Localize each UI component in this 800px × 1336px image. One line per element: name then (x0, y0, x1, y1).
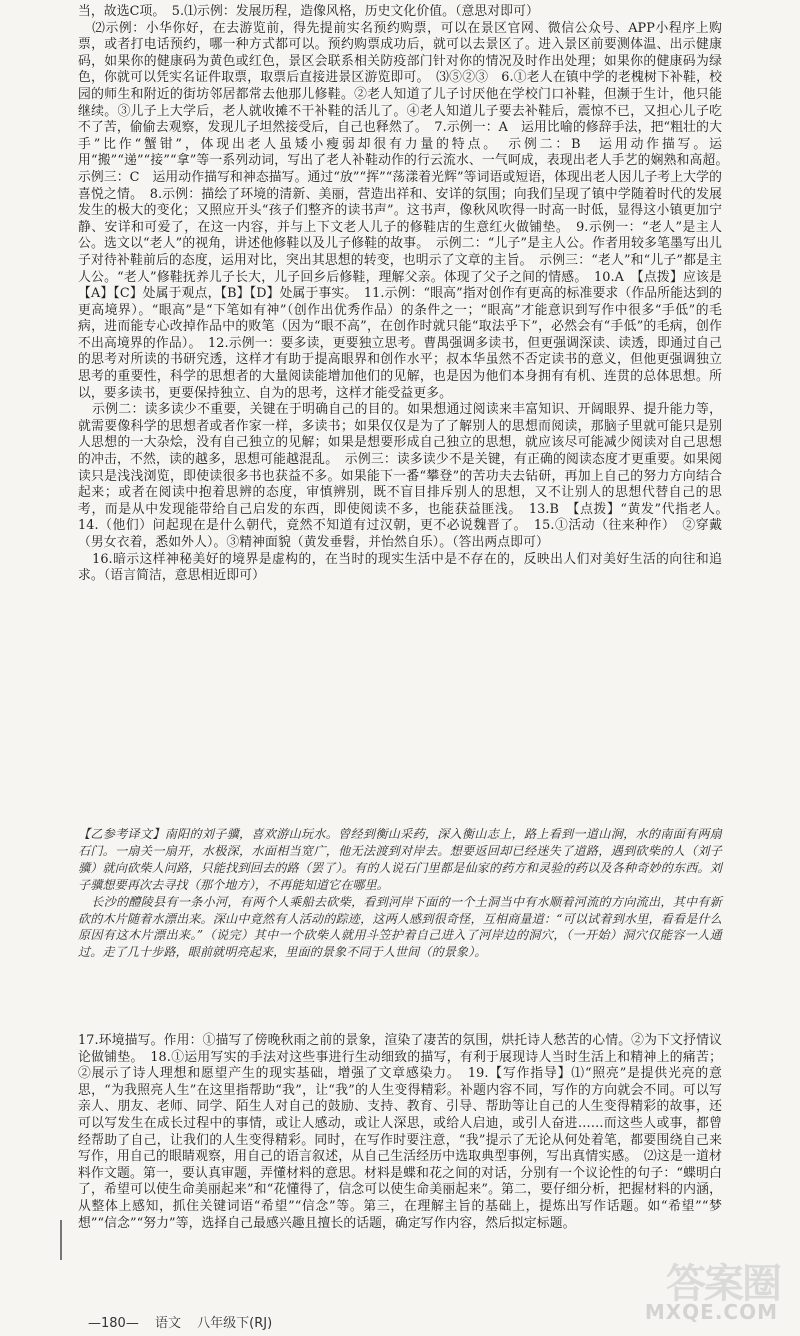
translation-paragraph: 长沙的醴陵县有一条小河，有两个人乘船去砍柴，看到河岸下面的一个土洞当中有水顺着河流的方向流出，其中有新砍的木片随着水漂出来。深山中竟然有人活动的踪迹，这两人感到很奇怪，互相商量道：“可以试着到水里，看看是什么原因有这木片漂出来。”（说完）其中一个砍柴人就用斗笠护着自己进入了河岸边的洞穴，（一开始）洞穴仅能容一人通过。走了几十步路，眼前就明亮起来，里面的景象不同于人世间（的景象）。 (78, 894, 722, 960)
page-number: —180— (88, 1316, 139, 1331)
answers-block-1 (78, 4, 735, 585)
binding-mark (60, 1220, 62, 1260)
watermark-url: MXQE.COM (644, 1300, 778, 1324)
answers-block-2 (78, 1033, 722, 1232)
answer-paragraph: 16.暗示这样神秘美好的境界是虚构的，在当时的现实生活中是不存在的，反映出人们对美好生活的向往和追求。（语言简洁，意思相近即可） (78, 551, 722, 584)
translation-block (78, 826, 722, 961)
watermark-logo (640, 1250, 790, 1330)
grade-label: 八年级下(RJ) (197, 1316, 273, 1331)
answer-paragraph: 当，故选C项。 5.⑴示例：发展历程，造像风格，历史文化价值。（意思对即可） (78, 4, 539, 19)
page-footer (88, 1312, 284, 1331)
answer-paragraph: ⑵示例：小华你好，在去游览前，得先提前实名预约购票，可以在景区官网、微信公众号、APP小程序上购票，或者打电话预约，哪一种方式都可以。预约购票成功后，就可以去景区了。进入景区前要测体温、出示健康码，如果你的健康码为黄色或红色，景区会联系相关防疫部门针对你的情况及时作出处理；如果你的健康码为绿色，你就可以凭实名证件取票，取票后直接进景区游览即可。 ⑶⑤②③ 6.①老人在镇中学的老槐树下补鞋，校园的师生和附近的街坊邻居都常去他那儿修鞋。②老人知道了儿子讨厌他在学校门口补鞋，但濒于生计，他只能继续。③儿子上大学后，老人就收摊不干补鞋的活儿了。④老人知道儿子要去补鞋后，震惊不已，又担心儿子吃不了苦，偷偷去观察，发现儿子坦然接受后，自己也释然了。 7.示例一：A 运用比喻的修辞手法，把“粗壮的大手”比作“蟹钳”，体现出老人虽矮小瘦弱却很有力量的特点。 示例二：B 运用动作描写。运用“搬”“递”“接”“拿”等一系列动词，写出了老人补鞋动作的行云流水、一气呵成，表现出老人手艺的娴熟和高超。 示例三：C 运用动作描写和神态描写。通过“放”“挥”“荡漾着光辉”等词语或短语，体现出老人因儿子考上大学的喜悦之情。 8.示例：描绘了环境的清新、美丽，营造出祥和、安详的氛围；向我们呈现了镇中学随着时代的发展发生的极大的变化；又照应开头“孩子们整齐的读书声”。这书声，像秋风吹得一时高一时低，显得这小镇更加宁静、安详和可爱了，在这一内容，并与上下文老人儿子的修鞋店的生意红火做铺垫。 9.示例一：“老人”是主人公。选文以“老人”的视角，讲述他修鞋以及儿子修鞋的故事。 示例二：“儿子”是主人公。作者用较多笔墨写出儿子对待补鞋前后的态度，运用对比，突出其思想的转变，也明示了文章的主旨。 示例三：“老人”和“儿子”都是主人公。“老人”修鞋抚养儿子长大，儿子回乡后修鞋，理解父亲。体现了父子之间的情感。 10.A 【点拨】应该是【A】【C】处属于观点，【B】【D】处属于事实。 11.示例：“眼高”指对创作有更高的标准要求（作品所能达到的更高境界）。“眼高”是“下笔如有神”（创作出优秀作品）的条件之一；“眼高”才能意识到写作中很多“手低”的毛病，进而能专心改掉作品中的败笔（因为“眼不高”，在创作时就只能“取法乎下”，必然会有“手低”的毛病，创作不出高境界的作品）。 12.示例一：要多读，更要独立思考。曹禺强调多读书，但更强调深读、读透，即通过自己的思考对所读的书研究透，这样才有助于提高眼界和创作水平；叔本华虽然不否定读书的意义，但他更强调独立思考的重要性，科学的思想者的大量阅读能增加他们的见解，也是因为他们本身拥有有机、连贯的总体思想。所以，要多读书，更要保持独立、自为的思考，这样才能受益更多。 (78, 20, 735, 401)
watermark-title: 答案圈 (666, 1261, 780, 1307)
translation-paragraph: 【乙参考译文】南阳的刘子骥，喜欢游山玩水。曾经到衡山采药，深入衡山志上，路上看到一道山涧，水的南面有两扇石门。一扇关一扇开，水极深，水面相当宽广，他无法渡到对岸去。想要返回却已经迷失了道路，遇到砍柴的人（刘子骥）就向砍柴人问路，只能找到回去的路（罢了）。有的人说石门里都是仙家的药方和灵验的药以及各种奇妙的东西。刘子骥想要再次去寻找（那个地方），不再能知道它在哪里。 (78, 827, 722, 892)
subject-label: 语文 (154, 1316, 181, 1331)
answer-paragraph: 17.环境描写。作用：①描写了傍晚秋雨之前的景象，渲染了凄苦的氛围，烘托诗人愁苦的心情。②为下文抒情议论做铺垫。 18.①运用写实的手法对这些事进行生动细致的描写，有利于展现诗人当时生活上和精神上的痛苦；②展示了诗人理想和愿望产生的现实基础，增强了文章感染力。 19.【写作指导】⑴“照亮”是提供光亮的意思，“为我照亮人生”在这里指帮助“我”，让“我”的人生变得精彩。补题内容不同，写作的方向就会不同。可以写亲人、朋友、老师、同学、陌生人对自己的鼓励、支持、教育、引导、帮助等让自己的人生变得精彩的故事，还可以写发生在成长过程中的事情，或让人感动，或让人深思，或给人启迪，或引人奋进……而这些人或事，都曾经帮助了自己，让我们的人生变得精彩。同时，在写作时要注意，“我”提示了无论从何处着笔，都要围绕自己来写作，用自己的眼睛观察，用自己的语言叙述，从自己生活经历中选取典型事例，写出真情实感。 ⑵这是一道材料作文题。第一，要认真审题，弄懂材料的意思。材料是蝶和花之间的对话，分别有一个议论性的句子：“蝶明白了，希望可以使生命美丽起来”和“花懂得了，信念可以使生命美丽起来”。第二，要仔细分析，把握材料的内涵，从整体上感知，抓住关键词语“希望”“信念”等。第三，在理解主旨的基础上，提炼出写作话题。如“希望”“梦想”“信念”“努力”等，选择自己最感兴趣且擅长的话题，确定写作内容，然后拟定标题。 (78, 1033, 722, 1231)
answer-paragraph: 示例二：读多读少不重要，关键在于明确自己的目的。如果想通过阅读来丰富知识、开阔眼界、提升能力等，就需要像科学的思想者或者作家一样，多读书；如果仅仅是为了了解别人的思想而阅读，那脑子里就可能只是别人思想的一大杂烩，没有自己独立的见解；如果是想要形成自己独立的思想，就应该尽可能减少阅读对自己思想的冲击，不然，读的越多，思想可能越混乱。 示例三：读多读少不是关键，有正确的阅读态度才更重要。如果阅读只是浅浅浏览，即使读很多书也获益不多。如果能下一番“攀登”的苦功夫去钻研，再加上自己的努力方向结合起来；或者在阅读中抱着思辨的态度，审慎辨别，既不盲目排斥别人的思想，又不让别人的思想代替自己的思考，而是从中发现能带给自己启发的东西，即使阅读不多，也能获益匪浅。 13.B 【点拨】“黄发”代指老人。 14.（他们）问起现在是什么朝代，竟然不知道有过汉朝，更不必说魏晋了。 15.①活动（往来种作） ②穿戴（男女衣着，悉如外人）。③精神面貌（黄发垂髫，并怡然自乐）。（答出两点即可） (78, 402, 735, 550)
